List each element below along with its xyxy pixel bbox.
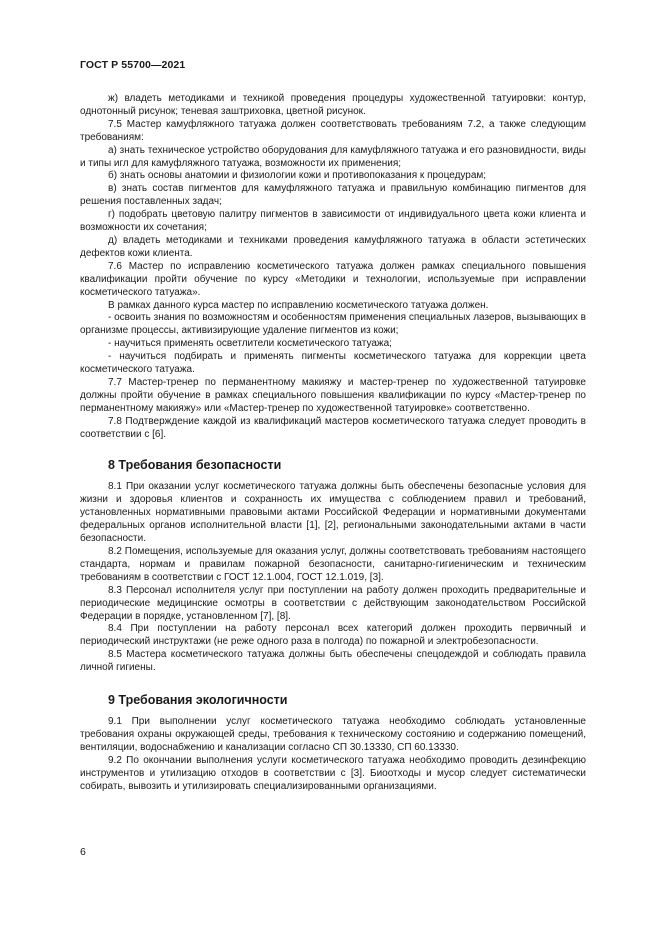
paragraph-7-6-item-3: - научиться подбирать и применять пигменты косметического татуажа для коррекции цвета косметического татуажа. xyxy=(80,351,586,376)
paragraph-8-3: 8.3 Персонал исполнителя услуг при поступлении на работу должен проходить предварительные и периодические медицинские осмотры в соответствии с действующим законодательством Российской Федерации в порядке, установленном [7], [8]. xyxy=(80,584,586,622)
page-content xyxy=(80,93,586,794)
paragraph-9-1: 9.1 При выполнении услуг косметического татуажа необходимо соблюдать установленные требования охраны окружающей среды, требования к техническому состоянию и содержанию помещений, вентиляции, водоснабжению и канализации согласно СП 30.13330, СП 60.13330. xyxy=(80,716,586,753)
paragraph-9-2: 9.2 По окончании выполнения услуги косметического татуажа необходимо проводить дезинфекцию инструментов и утилизацию отходов в соответствии с [3]. Биоотходы и мусор следует систематически собирать, вывозить и утилизировать специализированными организациями. xyxy=(80,754,586,792)
paragraph-7-7: 7.7 Мастер-тренер по перманентному макияжу и мастер-тренер по художественной татуировке должны пройти обучение в рамках специального повышения квалификации по курсу «Мастер-тренер по перманентному макияжу» или «Мастер-тренер по художественной татуировке» соответственно. xyxy=(80,376,586,414)
paragraph-7-8: 7.8 Подтверждение каждой из квалификаций мастеров косметического татуажа следует проводить в соответствии с [6]. xyxy=(80,415,586,440)
paragraph-8-4: 8.4 При поступлении на работу персонал всех категорий должен проходить первичный и периодический инструктажи (не реже одного раза в полгода) по пожарной и электробезопасности. xyxy=(80,623,586,648)
section-9-heading: 9 Требования экологичности xyxy=(108,693,288,708)
paragraph-7-5-g: г) подобрать цветовую палитру пигментов в зависимости от индивидуального цвета кожи клиента и возможности их сочетания; xyxy=(80,209,586,234)
section-8-heading: 8 Требования безопасности xyxy=(108,458,282,473)
paragraph-7-5: 7.5 Мастер камуфляжного татуажа должен соответствовать требованиям 7.2, а также следующим требованиям: xyxy=(80,118,586,143)
paragraph-7-6-item-2: - научиться применять осветлители косметического татуажа; xyxy=(108,338,392,350)
paragraph-8-5: 8.5 Мастера косметического татуажа должны быть обеспечены спецодеждой и соблюдать правила личной гигиены. xyxy=(80,649,586,674)
page-number: 6 xyxy=(80,846,86,858)
paragraph-8-1: 8.1 При оказании услуг косметического татуажа должны быть обеспечены безопасные условия для жизни и здоровья клиентов и сохранность их имущества с соблюдением правил и требований, установленных нормативными правовыми актами Российской Федерации и нормативными документами федеральных органов исполнительной власти [1], [2], региональными законодательными актами в части безопасности. xyxy=(80,481,586,545)
paragraph-8-2: 8.2 Помещения, используемые для оказания услуг, должны соответствовать требованиям настоящего стандарта, нормам и правилам пожарной безопасности, санитарно-гигиеническим и техническим требованиям в соответствии с ГОСТ 12.1.004, ГОСТ 12.1.019, [3]. xyxy=(80,546,586,583)
paragraph-7-5-v: в) знать состав пигментов для камуфляжного татуажа и правильную комбинацию пигментов для решения поставленных задач; xyxy=(80,183,586,208)
paragraph-7-6-item-1: - освоить знания по возможностям и особенностям применения специальных лазеров, вызывающих в организме процессы, активизирующие удаление пигментов из кожи; xyxy=(80,312,586,337)
document-code-header: ГОСТ Р 55700—2021 xyxy=(80,59,186,71)
paragraph-7-6-course: В рамках данного курса мастер по исправлению косметического татуажа должен. xyxy=(108,299,489,311)
paragraph-7-5-a: а) знать техническое устройство оборудования для камуфляжного татуажа и его разновидности, виды и типы игл для камуфляжного татуажа, возможности их применения; xyxy=(80,144,586,169)
paragraph-7-4-zh: ж) владеть методиками и техникой проведения процедуры художественной татуировки: контур, однотонный рисунок; теневая заштриховка, цветной рисунок. xyxy=(80,93,586,117)
paragraph-7-6: 7.6 Мастер по исправлению косметического татуажа должен рамках специального повышения квалификации пройти обучение по курсу «Методики и технологии, используемые при исправлении косметического татуажа». xyxy=(80,260,586,298)
paragraph-7-5-d: д) владеть методиками и техниками проведения камуфляжного татуажа в области эстетических дефектов кожи клиента. xyxy=(80,234,586,259)
paragraph-7-5-b: б) знать основы анатомии и физиологии кожи и противопоказания к процедурам; xyxy=(108,170,487,182)
